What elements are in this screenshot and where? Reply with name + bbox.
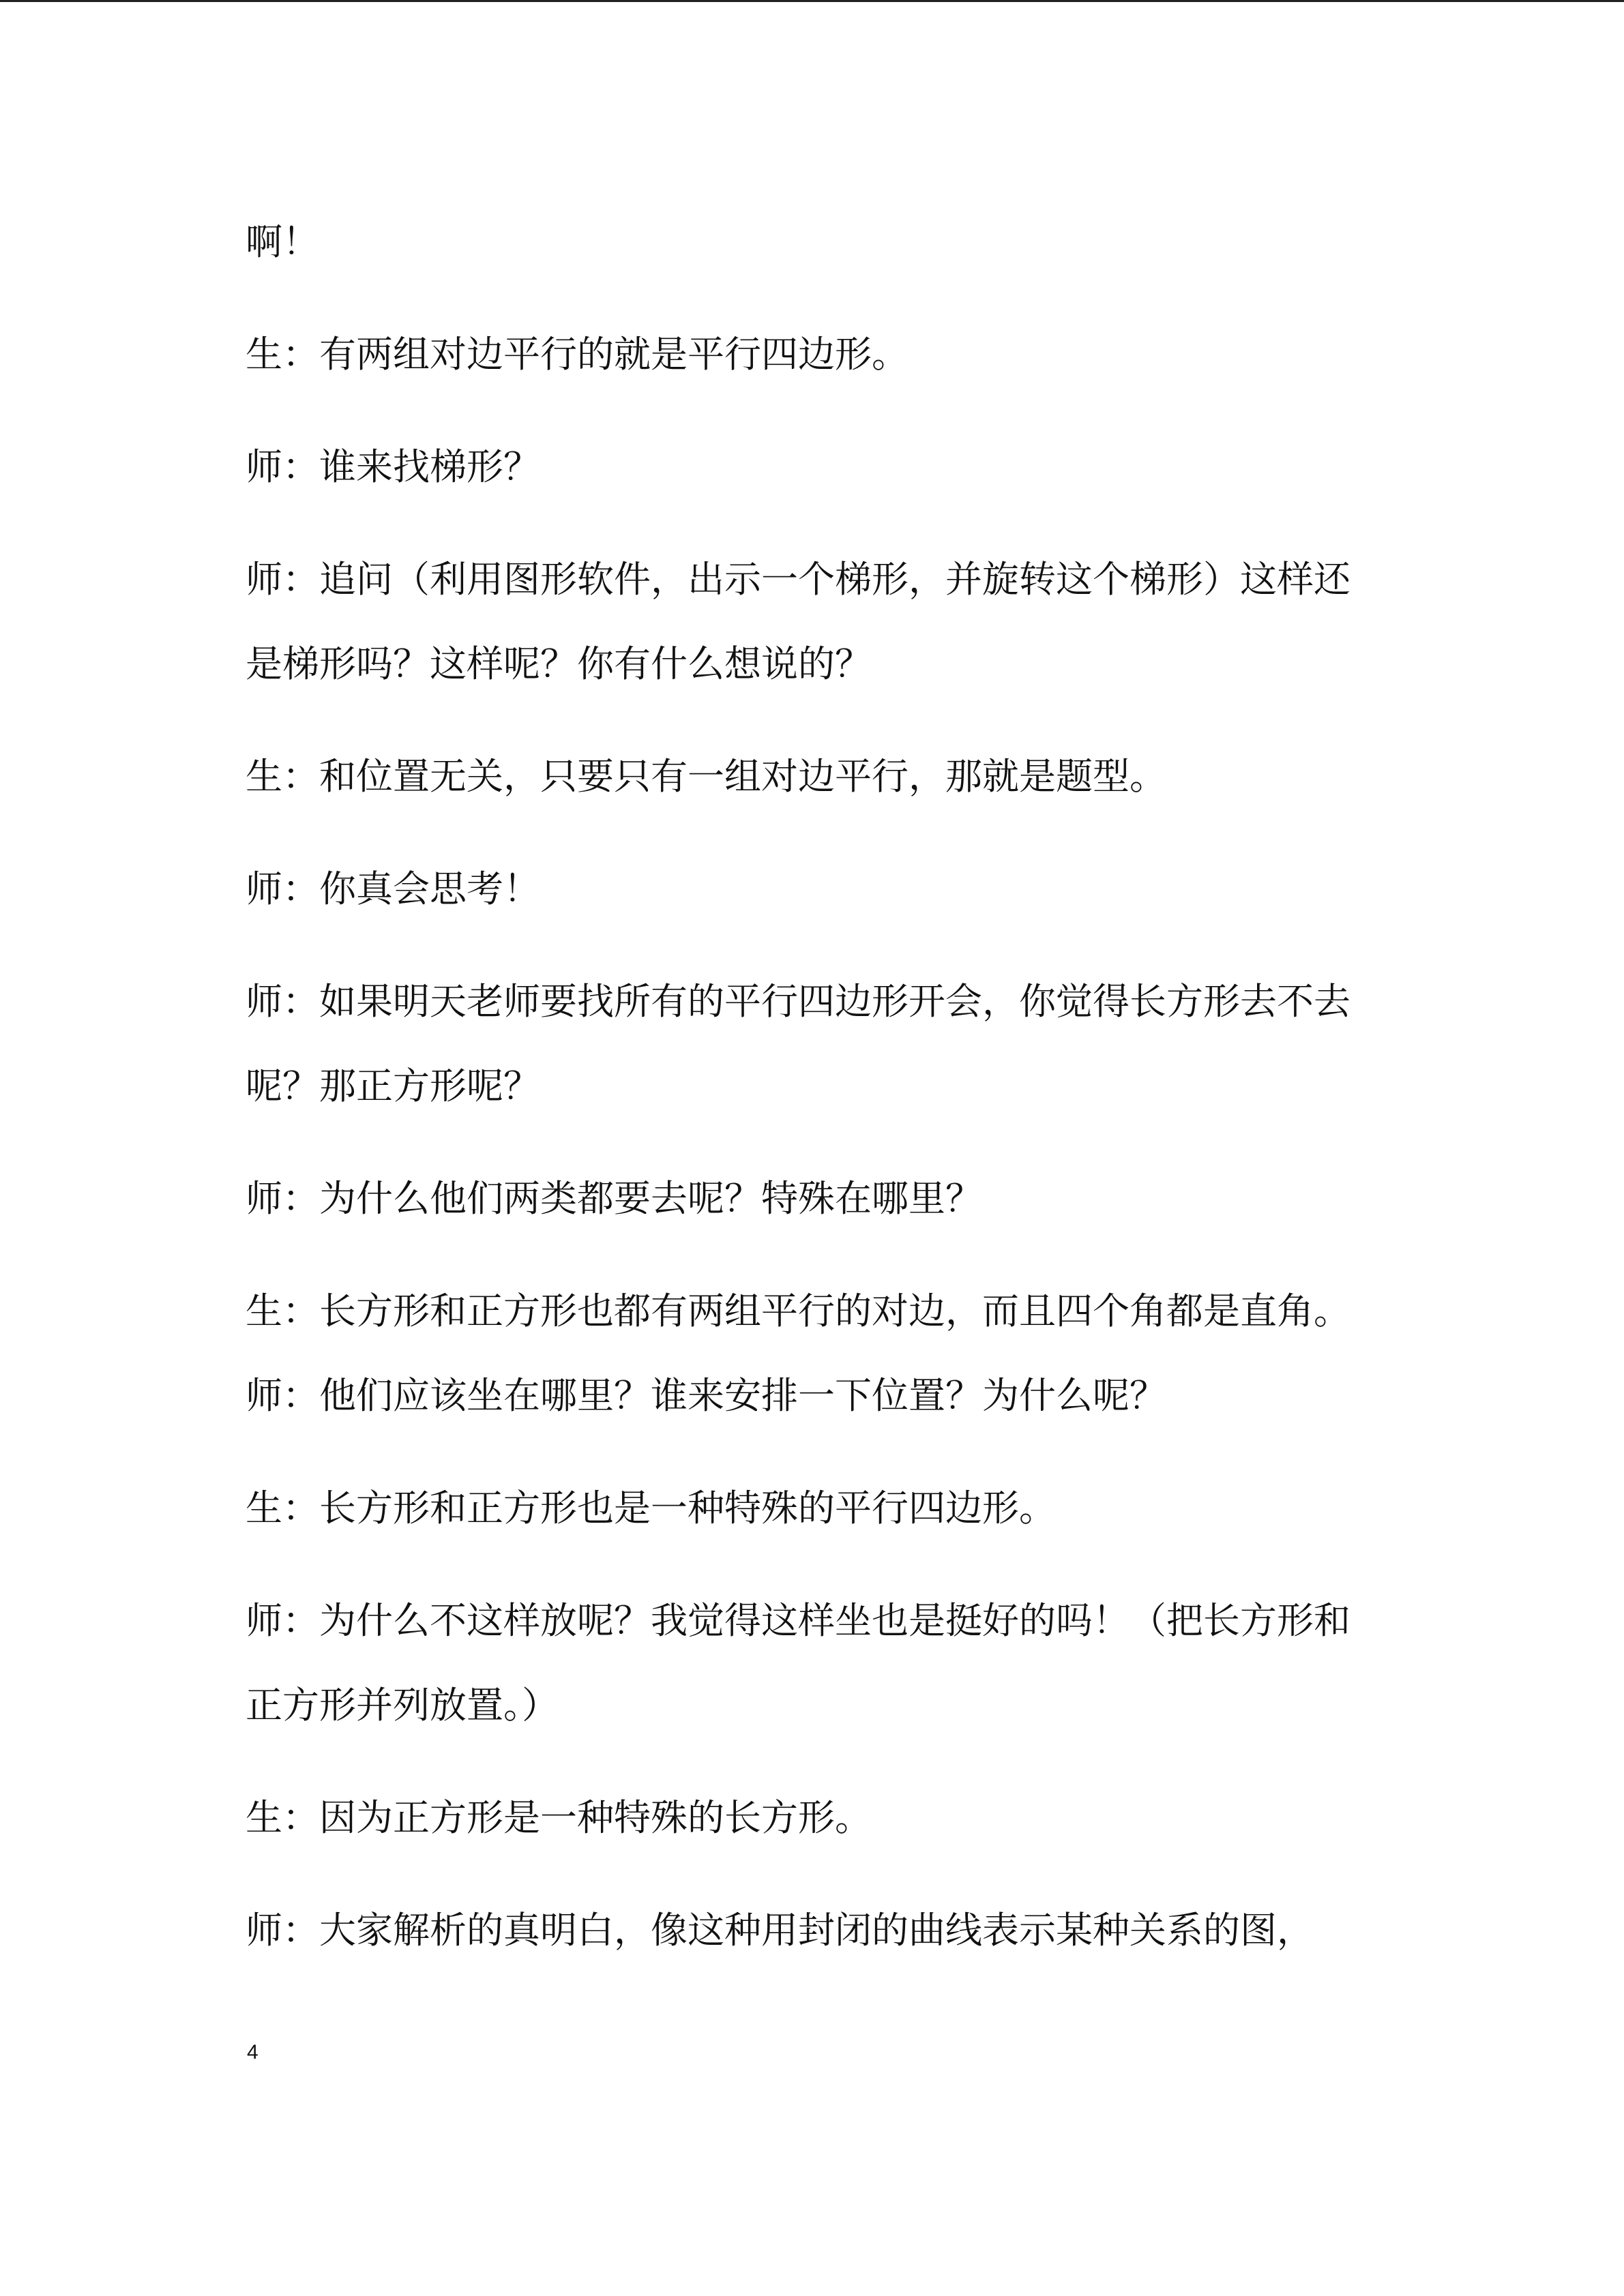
paragraph-7: 师：如果明天老师要找所有的平行四边形开会，你觉得长方形去不去呢？那正方形呢？	[246, 980, 1350, 1107]
paragraph-5: 生：和位置无关，只要只有一组对边平行，那就是题型。	[246, 755, 1166, 798]
paragraph-4: 师：追问（利用图形软件，出示一个梯形，并旋转这个梯形）这样还是梯形吗？这样呢？你有什么想说的？	[246, 558, 1350, 685]
page-number: 4	[247, 2041, 259, 2063]
paragraph-3: 师：谁来找梯形？	[246, 445, 540, 488]
paragraph-9: 生：长方形和正方形也都有两组平行的对边，而且四个角都是直角。师：他们应该坐在哪里？谁来安排一下位置？为什么呢？	[246, 1289, 1350, 1417]
paragraph-13: 师：大家解析的真明白，像这种用封闭的曲线表示某种关系的图，	[246, 1909, 1314, 1952]
paragraph-6: 师：你真会思考！	[246, 867, 540, 910]
paragraph-2: 生：有两组对边平行的就是平行四边形。	[246, 333, 909, 376]
paragraph-12: 生：因为正方形是一种特殊的长方形。	[246, 1796, 872, 1839]
paragraph-8: 师：为什么他们两类都要去呢？特殊在哪里？	[246, 1177, 982, 1220]
paragraph-10: 生：长方形和正方形也是一种特殊的平行四边形。	[246, 1487, 1056, 1530]
body-text	[246, 200, 1378, 1973]
paragraph-1: 啊！	[246, 220, 319, 263]
paragraph-11: 师：为什么不这样放呢？我觉得这样坐也是挺好的吗！（把长方形和正方形并列放置。）	[246, 1599, 1350, 1727]
